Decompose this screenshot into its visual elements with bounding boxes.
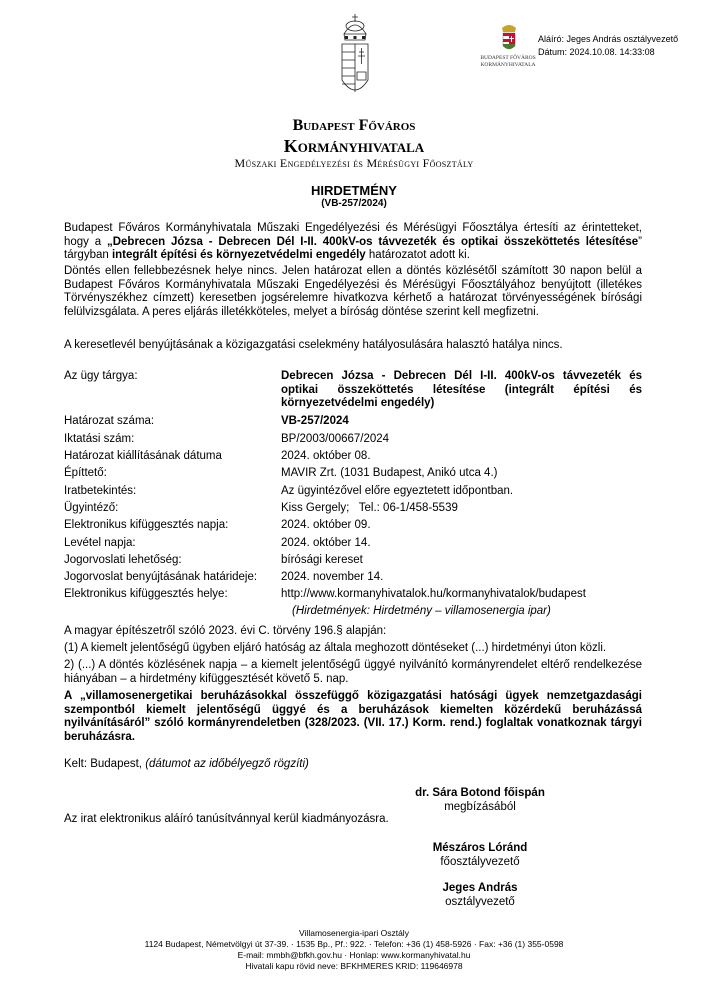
detail-label-remedy-deadline: Jogorvoslat benyújtásának határideje: [64,571,258,583]
document-title: HIRDETMÉNY [311,183,397,198]
detail-label-inspection: Iratbetekintés: [64,485,137,497]
law-intro: A magyar építészetről szóló 2023. évi C. törvény 196.§ alapján: [64,625,387,637]
footer-address: 1124 Budapest, Németvölgyi út 37-39. · 1535 Bp., Pf.: 922. · Telefon: +36 (1) 458-5926 · Fax: +36 (1) 355-0598 [144,939,564,949]
signature-signer: Aláíró: Jeges András osztályvezető [538,34,679,44]
hungarian-coat-of-arms-icon [330,10,380,110]
detail-label-posting-place: Elektronikus kifüggesztés helye: [64,588,228,600]
law-paragraph-2: 2) (...) A döntés közlésének napja – a kiemelt jelentőségű üggyé nyilvánító kormányrendelet eltérő rendelkezése hiányában – a hirdetmény kifüggesztését követő 5. nap. [64,659,642,685]
footer-gateway: Hivatali kapu rövid neve: BFKHMERES KRID: 119646978 [245,961,463,971]
signer-2 [380,841,580,869]
signature-info [538,33,678,58]
detail-value-remedy: bírósági kereset [281,554,363,566]
detail-label-builder: Építtető: [64,467,107,479]
intro-paragraph-2: Döntés ellen fellebbezésnek helye nincs. Jelen határozat ellen a döntés közlésétől számított 30 napon belül a Budapest Főváros Kormányhivatala Műszaki Engedélyezési és Mérésügyi Főosztályához benyújtott (illetékes Törvényszékhez címzett) keresetben jogsérelemre hivatkozva kérhető a határozat törvényességének bírósági felülvizsgálata. A peres eljárás illetékköteles, melyet a bíróság döntése szerint kell megfizetni. [64,265,642,318]
signer-3-role: osztályvezető [445,896,515,908]
document-ref: (VB-257/2024) [321,198,387,209]
detail-label-issue-date: Határozat kiállításának dátuma [64,450,222,462]
intro-paragraph-3: A keresetlevél benyújtásának a közigazgatási cselekmény hatályosulására halasztó hatálya nincs. [64,339,563,351]
detail-value-issue-date: 2024. október 08. [281,450,371,462]
coat-of-arms [330,10,380,110]
signature-date: Dátum: 2024.10.08. 14:33:08 [538,46,655,57]
signature-logo-line1: BUDAPEST FŐVÁROS [480,55,536,61]
intro-p1-c: ” tárgyban [64,235,642,261]
institution-name-line1: Budapest Főváros [292,117,416,134]
detail-label-remedy: Jogorvoslati lehetőség: [64,554,182,566]
detail-value-builder: MAVIR Zrt. (1031 Budapest, Anikó utca 4.) [281,467,498,479]
law-paragraph-1: (1) A kiemelt jelentőségű ügyben eljáró hatóság az általa meghozott döntéseket (...) hirdetményi úton közli. [64,642,607,654]
intro-paragraph-1 [64,222,642,263]
detail-value-inspection: Az ügyintézővel előre egyeztetett időpontban. [281,485,514,497]
intro-p1-e: határozatot adott ki. [365,249,470,261]
detail-value-subject: Debrecen Józsa - Debrecen Dél I-II. 400kV-os távvezeték és optikai összeköttetés létesítése (integrált építési és környezetvédelmi engedély) [281,370,642,409]
signature-logo-line2: KORMÁNYHIVATALA [480,61,536,68]
electronic-signature-note: Az irat elektronikus aláíró tanúsítvánnyal kerül kiadmányozásra. [64,813,389,825]
detail-label-decision-number: Határozat száma: [64,415,155,427]
detail-value-filing-number: BP/2003/00667/2024 [281,433,390,445]
kelt-label: Kelt: Budapest, [64,758,146,770]
signer-1-name: dr. Sára Botond főispán [415,787,545,799]
footer-contact: E-mail: mmbh@bfkh.gov.hu · Honlap: www.kormanyhivatal.hu [237,950,471,960]
intro-p1-subject: „Debrecen Józsa - Debrecen Dél I-II. 400kV-os távvezeték és optikai összeköttetés létesítése [106,235,639,248]
detail-label-subject: Az ügy tárgya: [64,370,138,382]
department-name: Műszaki Engedélyezési és Mérésügyi Főosztály [234,156,474,170]
intro-p1-a: Budapest Főváros Kormányhivatala Műszaki Engedélyezési és Mérésügyi Főosztálya értesíti az érintetteket, hogy a [64,222,642,248]
detail-value-decision-number: VB-257/2024 [281,415,349,427]
detail-value-posting-date: 2024. október 09. [281,519,371,531]
footer-department: Villamosenergia-ipari Osztály [299,928,409,938]
kelt-note: (dátumot az időbélyegző rögzíti) [145,758,309,770]
signer-2-name: Mészáros Lóránd [432,842,528,854]
detail-value-officer: Kiss Gergely; Tel.: 06-1/458-5539 [281,502,458,514]
signer-2-role: főosztályvezető [440,856,520,868]
signer-3 [380,881,580,909]
detail-label-removal-date: Levétel napja: [64,537,136,549]
signer-1-role: megbízásából [444,801,516,813]
detail-label-officer: Ügyintéző: [64,502,119,514]
detail-value-removal-date: 2024. október 14. [281,537,371,549]
detail-label-posting-date: Elektronikus kifüggesztés napja: [64,519,229,531]
detail-value-posting-place[interactable]: http://www.kormanyhivatalok.hu/kormanyhivatalok/budapest [281,588,586,600]
signature-logo [481,22,537,72]
signer-1 [380,786,580,814]
signer-3-name: Jeges András [442,882,518,894]
kelt-line [64,758,309,772]
institution-name-line2: Kormányhivatala [283,136,425,156]
detail-value-remedy-deadline: 2024. november 14. [281,571,384,583]
intro-p1-permit: integrált építési és környezetvédelmi engedély [111,249,366,261]
footer [0,928,708,972]
law-paragraph-3: A „villamosenergetikai beruházásokkal összefüggő közigazgatási hatósági ügyek nemzetgazdasági szempontból kiemelt jelentőségű üggyé és a beruházások kiemelten közérdekű beruházássá nyilvánításáról” szóló kormányrendeletben (328/2023. (VII. 17.) Korm. rend.) foglaltak vonatkoznak tárgyi beruházásra. [64,690,642,743]
detail-posting-place-note: (Hirdetmények: Hirdetmény – villamosenergia ipar) [292,605,551,617]
detail-label-filing-number: Iktatási szám: [64,433,135,445]
